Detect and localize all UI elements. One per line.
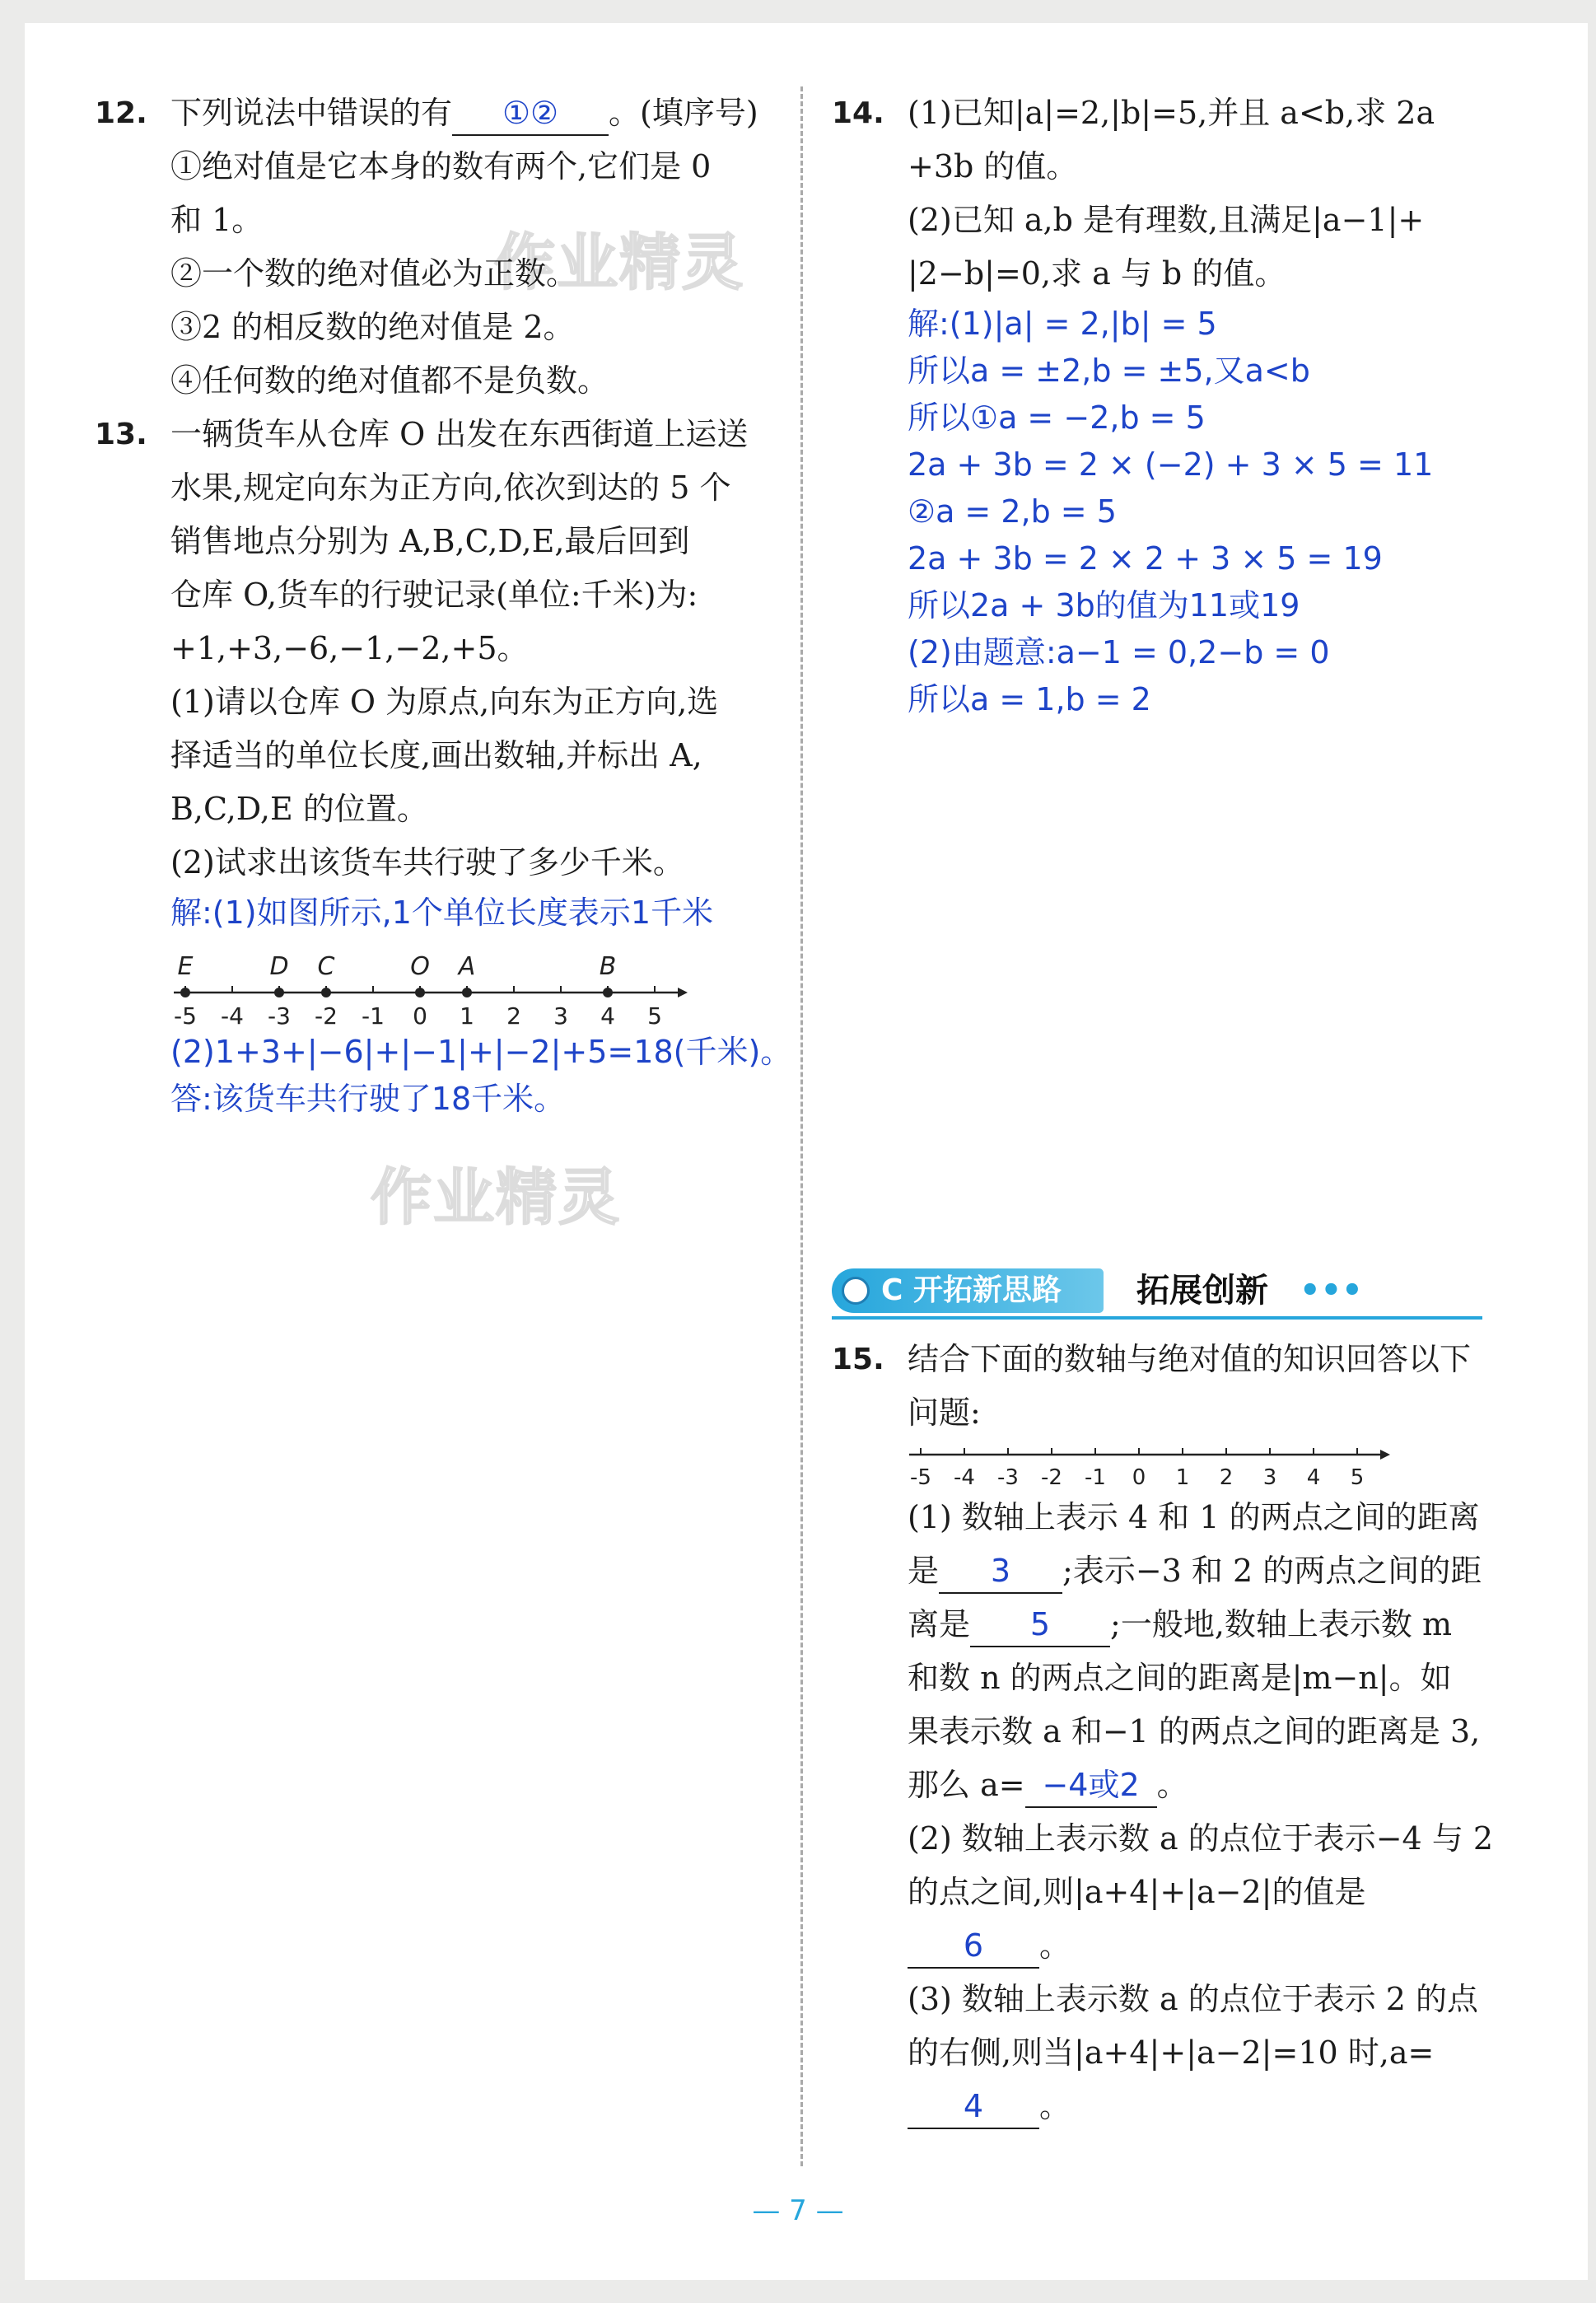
solution-line: 解:(1)|a| = 2,|b| = 5 [908, 306, 1217, 342]
question-text: (3) 数轴上表示数 a 的点位于表示 2 的点 [908, 1981, 1479, 2017]
tick-label: 4 [1306, 1465, 1321, 1490]
page-number: — 7 — [752, 2194, 844, 2227]
axis-arrow [678, 988, 688, 997]
right-column [832, 86, 1515, 723]
column-divider [800, 86, 803, 2166]
point-D [274, 988, 284, 997]
question-text: 一辆货车从仓库 O 出发在东西街道上运送 [170, 416, 749, 452]
question-text: 问题: [908, 1394, 981, 1431]
point-A [462, 988, 472, 997]
question-text: |2−b|=0,求 a 与 b 的值。 [908, 255, 1286, 292]
section-badge [832, 1268, 1104, 1313]
question-text: 销售地点分别为 A,B,C,D,E,最后回到 [170, 523, 690, 559]
solution-line: ②a = 2,b = 5 [908, 493, 1117, 530]
question-text: +3b 的值。 [908, 148, 1078, 185]
point-label: D [269, 952, 289, 981]
question-text: 是 [908, 1553, 940, 1589]
answer-blank[interactable]: 3 [939, 1549, 1062, 1594]
number-line-q15 [908, 1440, 1418, 1491]
tick-label: -1 [362, 1002, 385, 1029]
section-title: 拓展创新 [1136, 1272, 1268, 1310]
question-text: ;表示−3 和 2 的两点之间的距 [1062, 1553, 1482, 1589]
axis-arrow [1380, 1450, 1390, 1460]
question-text: 离是 [908, 1606, 971, 1642]
tick-label: 0 [1132, 1465, 1146, 1490]
question-15 [832, 1333, 1515, 2133]
left-column [95, 86, 792, 1123]
tick-label: 4 [600, 1002, 615, 1029]
point-label: B [599, 952, 617, 981]
tick-label: -4 [221, 1002, 244, 1029]
solution-text: 答:该货车共行驶了18千米。 [170, 1081, 566, 1117]
tick-label: -4 [954, 1465, 975, 1490]
tick-label: -3 [268, 1002, 291, 1029]
answer-blank[interactable]: 6 [908, 1924, 1039, 1969]
tick-label: -5 [174, 1002, 197, 1029]
question-15-column [832, 1333, 1515, 2133]
question-text: (1)已知|a|=2,|b|=5,并且 a<b,求 2a [908, 95, 1435, 131]
option-text: 和 1。 [170, 202, 264, 238]
answer-blank[interactable]: ①② [452, 91, 609, 136]
tick-label: -1 [1085, 1465, 1106, 1490]
option-text: ④任何数的绝对值都不是负数。 [170, 362, 609, 399]
question-12 [95, 86, 778, 408]
tick-label: 2 [506, 1002, 521, 1029]
tick-label: 2 [1219, 1465, 1234, 1490]
question-text: ;一般地,数轴上表示数 m [1110, 1606, 1453, 1642]
question-text: 。 [1039, 2088, 1071, 2124]
question-text: 果表示数 a 和−1 的两点之间的距离是 3, [908, 1713, 1481, 1749]
question-number: 13. [95, 418, 147, 451]
point-label: O [410, 952, 430, 981]
tick-label: 0 [413, 1002, 427, 1029]
point-O [415, 988, 425, 997]
point-E [180, 988, 190, 997]
question-text: (2)已知 a,b 是有理数,且满足|a−1|+ [908, 202, 1425, 238]
question-text: (2) 数轴上表示数 a 的点位于表示−4 与 2 [908, 1820, 1494, 1857]
question-text: 的右侧,则当|a+4|+|a−2|=10 时,a= [908, 2034, 1435, 2071]
solution-block [908, 301, 1515, 723]
solution-text: (2)1+3+|−6|+|−1|+|−2|+5=18(千米)。 [170, 1034, 792, 1070]
section-dots: ••• [1300, 1271, 1363, 1310]
option-text: ③2 的相反数的绝对值是 2。 [170, 309, 575, 345]
tick-label: 5 [647, 1002, 662, 1029]
option-text: ①绝对值是它本身的数有两个,它们是 0 [170, 148, 712, 185]
tick-label: -3 [997, 1465, 1019, 1490]
tick-label: 1 [460, 1002, 474, 1029]
tick-label: 3 [553, 1002, 568, 1029]
tick-label: -5 [910, 1465, 931, 1490]
question-text: 结合下面的数轴与绝对值的知识回答以下 [908, 1341, 1472, 1377]
tick-label: 1 [1175, 1465, 1190, 1490]
question-text: 。 [1039, 1927, 1071, 1964]
point-label: A [458, 952, 476, 981]
question-stem-tail: 。(填序号) [609, 95, 758, 131]
section-rule [832, 1316, 1482, 1320]
solution-line: 所以①a = −2,b = 5 [908, 399, 1206, 436]
question-number: 14. [832, 96, 884, 130]
tick-label: -2 [315, 1002, 338, 1029]
solution-line: 所以a = ±2,b = ±5,又a<b [908, 353, 1310, 389]
solution-text: 解:(1)如图所示,1个单位长度表示1千米 [170, 895, 714, 931]
question-number: 15. [832, 1343, 884, 1376]
answer-blank[interactable]: 4 [908, 2085, 1039, 2129]
question-text: (1)请以仓库 O 为原点,向东为正方向,选 [170, 684, 719, 720]
watermark: 作业精灵 [371, 1162, 621, 1233]
point-C [321, 988, 331, 997]
question-text: (1) 数轴上表示 4 和 1 的两点之间的距离 [908, 1499, 1480, 1535]
question-text: 那么 a= [908, 1767, 1025, 1803]
tick-label: 3 [1262, 1465, 1277, 1490]
point-B [603, 988, 613, 997]
section-header [832, 1268, 1482, 1321]
question-text: 的点之间,则|a+4|+|a−2|的值是 [908, 1874, 1366, 1910]
answer-blank[interactable]: −4或2 [1025, 1763, 1157, 1808]
number-line-q13 [167, 937, 694, 1029]
question-13 [95, 408, 792, 1123]
question-stem: 下列说法中错误的有 [170, 95, 453, 131]
section-badge-icon [842, 1277, 870, 1305]
solution-line: 2a + 3b = 2 × 2 + 3 × 5 = 19 [908, 540, 1383, 577]
tick-label: -2 [1041, 1465, 1062, 1490]
question-text: 和数 n 的两点之间的距离是|m−n|。如 [908, 1660, 1452, 1696]
question-text: 水果,规定向东为正方向,依次到达的 5 个 [170, 469, 731, 506]
point-label: E [177, 952, 194, 981]
watermark: 作业精灵 [494, 227, 744, 298]
solution-line: (2)由题意:a−1 = 0,2−b = 0 [908, 634, 1330, 670]
solution-line: 所以2a + 3b的值为11或19 [908, 587, 1300, 624]
option-text: ②一个数的绝对值必为正数。 [170, 255, 578, 292]
solution-line: 2a + 3b = 2 × (−2) + 3 × 5 = 11 [908, 446, 1434, 483]
question-text: 。 [1156, 1767, 1188, 1803]
question-text: (2)试求出该货车共行驶了多少千米。 [170, 844, 684, 881]
question-text: +1,+3,−6,−1,−2,+5。 [170, 630, 529, 666]
answer-blank[interactable]: 5 [970, 1603, 1110, 1647]
section-badge-label: C 开拓新思路 [881, 1273, 1062, 1307]
solution-line: 所以a = 1,b = 2 [908, 681, 1151, 717]
point-label: C [317, 952, 335, 981]
question-14 [832, 86, 1515, 723]
tick-label: 5 [1350, 1465, 1365, 1490]
question-text: 仓库 O,货车的行驶记录(单位:千米)为: [170, 577, 698, 613]
question-number: 12. [95, 96, 147, 130]
question-text: B,C,D,E 的位置。 [170, 791, 428, 827]
question-text: 择适当的单位长度,画出数轴,并标出 A, [170, 737, 702, 773]
